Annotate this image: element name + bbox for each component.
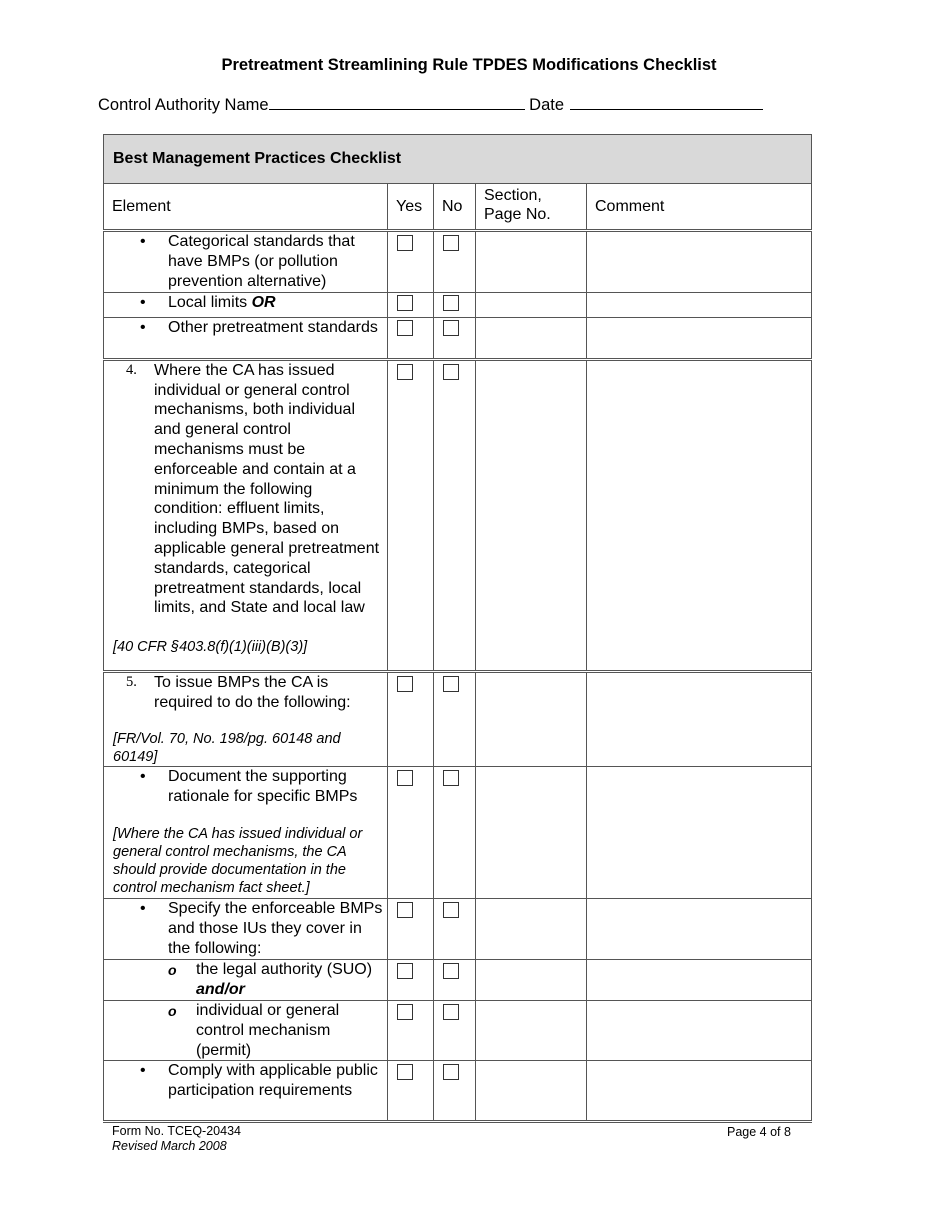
comment-cell[interactable]: [587, 231, 812, 293]
yes-checkbox[interactable]: [397, 364, 413, 380]
comment-cell[interactable]: [587, 359, 812, 671]
col-yes: Yes: [388, 184, 434, 231]
yes-cell: [388, 317, 434, 359]
section-cell[interactable]: [476, 359, 587, 671]
comment-cell[interactable]: [587, 899, 812, 960]
guidance-note: [Where the CA has issued individual or general control mechanisms, the CA should provide documentation in the control mechanism fact sheet.]: [113, 825, 363, 896]
element-text: Comply with applicable public participation requirements: [168, 1062, 378, 1100]
table-row: [104, 1000, 812, 1060]
no-checkbox[interactable]: [443, 770, 459, 786]
date-label: Date: [529, 96, 565, 114]
yes-checkbox[interactable]: [397, 963, 413, 979]
sub-bullet: o: [168, 1002, 177, 1019]
yes-checkbox[interactable]: [397, 902, 413, 918]
table-row: [104, 671, 812, 767]
no-cell: [434, 293, 476, 318]
item-number: 4.: [126, 361, 137, 378]
yes-cell: [388, 359, 434, 671]
date-field[interactable]: [570, 95, 763, 110]
element-cell: [104, 671, 388, 767]
element-emphasis: OR: [251, 294, 276, 311]
element-emphasis: and/or: [196, 981, 245, 999]
element-text: Where the CA has issued individual or general control mechanisms, both individual and general control mechanisms must be enforceable and contain at a minimum the following condition: effluent limits, including BMPs, based on applicable general pretreatment standards, categorical pretreatment standards, local limits, and State and local law: [154, 361, 380, 617]
element-cell: [104, 293, 388, 318]
bullet: •: [140, 318, 146, 336]
no-checkbox[interactable]: [443, 364, 459, 380]
table-row: [104, 231, 812, 293]
revision-date: Revised March 2008: [112, 1139, 227, 1153]
yes-checkbox[interactable]: [397, 1004, 413, 1020]
no-checkbox[interactable]: [443, 676, 459, 692]
no-checkbox[interactable]: [443, 295, 459, 311]
comment-cell[interactable]: [587, 1061, 812, 1122]
comment-cell[interactable]: [587, 960, 812, 1001]
comment-cell[interactable]: [587, 293, 812, 318]
yes-cell: [388, 1061, 434, 1122]
element-cell: [104, 899, 388, 960]
element-cell: [104, 1061, 388, 1122]
yes-cell: [388, 231, 434, 293]
citation: [FR/Vol. 70, No. 198/pg. 60148 and 60149]: [113, 731, 341, 766]
element-text: Categorical standards that have BMPs (or pollution prevention alternative): [168, 233, 355, 290]
table-row: [104, 1061, 812, 1122]
section-cell[interactable]: [476, 671, 587, 767]
sub-bullet: o: [168, 962, 177, 979]
document-title: Pretreatment Streamlining Rule TPDES Modifications Checklist: [221, 56, 717, 74]
no-cell: [434, 317, 476, 359]
section-cell[interactable]: [476, 293, 587, 318]
yes-checkbox[interactable]: [397, 320, 413, 336]
bullet: •: [140, 294, 146, 311]
section-cell[interactable]: [476, 767, 587, 899]
table-row: [104, 899, 812, 960]
yes-checkbox[interactable]: [397, 676, 413, 692]
section-title: Best Management Practices Checklist: [104, 135, 812, 184]
col-section-line2: Page No.: [484, 206, 551, 223]
element-cell: [104, 1000, 388, 1060]
section-cell[interactable]: [476, 899, 587, 960]
element-text: Other pretreatment standards: [168, 318, 378, 336]
no-cell: [434, 1061, 476, 1122]
no-cell: [434, 767, 476, 899]
citation: [40 CFR §403.8(f)(1)(iii)(B)(3)]: [113, 639, 308, 656]
element-cell: [104, 960, 388, 1001]
yes-cell: [388, 960, 434, 1001]
bullet: •: [140, 900, 146, 918]
no-checkbox[interactable]: [443, 1064, 459, 1080]
yes-checkbox[interactable]: [397, 1064, 413, 1080]
no-cell: [434, 1000, 476, 1060]
col-no: No: [434, 184, 476, 231]
authority-label: Control Authority Name: [98, 96, 269, 114]
yes-checkbox[interactable]: [397, 295, 413, 311]
element-text: Document the supporting rationale for specific BMPs: [168, 768, 358, 806]
bullet: •: [140, 1062, 146, 1080]
col-comment: Comment: [587, 184, 812, 231]
table-row: [104, 767, 812, 899]
element-text: the legal authority (SUO): [196, 961, 373, 979]
element-cell: [104, 359, 388, 671]
table-row: [104, 359, 812, 671]
section-cell[interactable]: [476, 231, 587, 293]
no-cell: [434, 359, 476, 671]
yes-cell: [388, 293, 434, 318]
section-cell[interactable]: [476, 1061, 587, 1122]
no-checkbox[interactable]: [443, 1004, 459, 1020]
element-cell: [104, 317, 388, 359]
col-section-line1: Section,: [484, 187, 542, 204]
comment-cell[interactable]: [587, 1000, 812, 1060]
no-cell: [434, 671, 476, 767]
comment-cell[interactable]: [587, 767, 812, 899]
yes-cell: [388, 1000, 434, 1060]
yes-cell: [388, 671, 434, 767]
bullet: •: [140, 233, 146, 250]
section-cell[interactable]: [476, 317, 587, 359]
no-checkbox[interactable]: [443, 963, 459, 979]
element-text: Specify the enforceable BMPs and those IUs they cover in the following:: [168, 900, 383, 957]
yes-cell: [388, 899, 434, 960]
bullet: •: [140, 768, 146, 786]
authority-name-field[interactable]: [269, 95, 525, 110]
no-checkbox[interactable]: [443, 235, 459, 251]
col-element: Element: [104, 184, 388, 231]
element-text: To issue BMPs the CA is required to do the following:: [154, 673, 351, 711]
no-cell: [434, 899, 476, 960]
col-section-page: [476, 184, 587, 231]
table-row: [104, 960, 812, 1001]
section-cell[interactable]: [476, 960, 587, 1001]
yes-cell: [388, 767, 434, 899]
element-text: Local limits: [168, 294, 252, 311]
no-checkbox[interactable]: [443, 320, 459, 336]
table-row: [104, 317, 812, 359]
element-text: individual or general control mechanism (permit): [196, 1001, 340, 1059]
yes-checkbox[interactable]: [397, 770, 413, 786]
no-checkbox[interactable]: [443, 902, 459, 918]
comment-cell[interactable]: [587, 671, 812, 767]
comment-cell[interactable]: [587, 317, 812, 359]
element-cell: [104, 767, 388, 899]
element-cell: [104, 231, 388, 293]
section-cell[interactable]: [476, 1000, 587, 1060]
bmp-checklist-table: [103, 134, 812, 1123]
form-info: [112, 1124, 241, 1154]
yes-checkbox[interactable]: [397, 235, 413, 251]
no-cell: [434, 960, 476, 1001]
authority-date-line: [98, 95, 763, 115]
no-cell: [434, 231, 476, 293]
page-number: Page 4 of 8: [727, 1125, 791, 1139]
table-row: [104, 293, 812, 318]
form-number: Form No. TCEQ-20434: [112, 1124, 241, 1138]
item-number: 5.: [126, 673, 137, 690]
